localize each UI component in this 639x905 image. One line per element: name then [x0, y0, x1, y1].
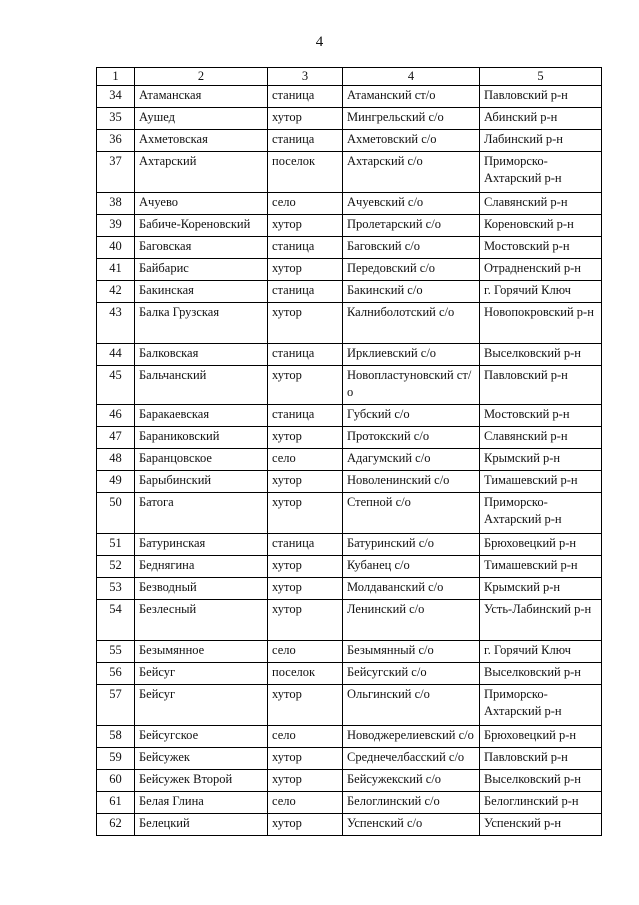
- council-cell: Ахметовский с/о: [343, 130, 480, 152]
- district-cell: Приморско-Ахтарский р-н: [480, 493, 602, 534]
- table-row: [97, 471, 602, 493]
- council-cell: Калниболотский с/о: [343, 303, 480, 344]
- district-cell: Новопокровский р-н: [480, 303, 602, 344]
- row-number-cell: 40: [97, 237, 135, 259]
- table-row: [97, 641, 602, 663]
- table-row: [97, 237, 602, 259]
- table-row: [97, 449, 602, 471]
- settlement-name-cell: Бейсуг: [135, 663, 268, 685]
- settlement-name-cell: Бальчанский: [135, 366, 268, 405]
- column-header: 2: [135, 68, 268, 86]
- settlement-name-cell: Бейсугское: [135, 726, 268, 748]
- row-number-cell: 61: [97, 792, 135, 814]
- settlement-name-cell: Атаманская: [135, 86, 268, 108]
- table-row: [97, 86, 602, 108]
- settlement-name-cell: Барыбинский: [135, 471, 268, 493]
- row-number-cell: 44: [97, 344, 135, 366]
- council-cell: Адагумский с/о: [343, 449, 480, 471]
- settlement-type-cell: хутор: [268, 366, 343, 405]
- settlement-type-cell: хутор: [268, 814, 343, 836]
- settlement-type-cell: станица: [268, 237, 343, 259]
- settlement-type-cell: станица: [268, 534, 343, 556]
- district-cell: Успенский р-н: [480, 814, 602, 836]
- council-cell: Кубанец с/о: [343, 556, 480, 578]
- council-cell: Ленинский с/о: [343, 600, 480, 641]
- column-header: 4: [343, 68, 480, 86]
- table-row: [97, 792, 602, 814]
- table-row: [97, 534, 602, 556]
- row-number-cell: 60: [97, 770, 135, 792]
- district-cell: Павловский р-н: [480, 748, 602, 770]
- row-number-cell: 35: [97, 108, 135, 130]
- settlement-type-cell: хутор: [268, 108, 343, 130]
- council-cell: Пролетарский с/о: [343, 215, 480, 237]
- settlement-type-cell: село: [268, 641, 343, 663]
- row-number-cell: 45: [97, 366, 135, 405]
- settlement-type-cell: село: [268, 726, 343, 748]
- settlement-type-cell: хутор: [268, 259, 343, 281]
- row-number-cell: 50: [97, 493, 135, 534]
- settlement-name-cell: Баговская: [135, 237, 268, 259]
- district-cell: Брюховецкий р-н: [480, 726, 602, 748]
- settlement-name-cell: Батуринская: [135, 534, 268, 556]
- column-header: 1: [97, 68, 135, 86]
- district-cell: Приморско-Ахтарский р-н: [480, 685, 602, 726]
- table-row: [97, 193, 602, 215]
- row-number-cell: 37: [97, 152, 135, 193]
- settlement-type-cell: хутор: [268, 303, 343, 344]
- council-cell: Белоглинский с/о: [343, 792, 480, 814]
- row-number-cell: 57: [97, 685, 135, 726]
- district-cell: Выселковский р-н: [480, 770, 602, 792]
- settlement-name-cell: Баракаевская: [135, 405, 268, 427]
- table-row: [97, 303, 602, 344]
- table-row: [97, 814, 602, 836]
- settlement-name-cell: Ахтарский: [135, 152, 268, 193]
- council-cell: Протокский с/о: [343, 427, 480, 449]
- row-number-cell: 49: [97, 471, 135, 493]
- council-cell: Среднечелбасский с/о: [343, 748, 480, 770]
- council-cell: Успенский с/о: [343, 814, 480, 836]
- settlement-name-cell: Бакинская: [135, 281, 268, 303]
- council-cell: Бакинский с/о: [343, 281, 480, 303]
- settlement-name-cell: Байбарис: [135, 259, 268, 281]
- district-cell: Павловский р-н: [480, 86, 602, 108]
- settlement-type-cell: хутор: [268, 685, 343, 726]
- council-cell: Бейсужекский с/о: [343, 770, 480, 792]
- settlement-type-cell: хутор: [268, 215, 343, 237]
- row-number-cell: 38: [97, 193, 135, 215]
- settlement-name-cell: Бейсужек: [135, 748, 268, 770]
- row-number-cell: 34: [97, 86, 135, 108]
- district-cell: Приморско-Ахтарский р-н: [480, 152, 602, 193]
- row-number-cell: 46: [97, 405, 135, 427]
- district-cell: Тимашевский р-н: [480, 556, 602, 578]
- settlement-type-cell: село: [268, 792, 343, 814]
- row-number-cell: 53: [97, 578, 135, 600]
- settlement-name-cell: Белая Глина: [135, 792, 268, 814]
- row-number-cell: 36: [97, 130, 135, 152]
- settlement-type-cell: станица: [268, 130, 343, 152]
- row-number-cell: 62: [97, 814, 135, 836]
- council-cell: Новоленинский с/о: [343, 471, 480, 493]
- district-cell: г. Горячий Ключ: [480, 281, 602, 303]
- district-cell: Крымский р-н: [480, 578, 602, 600]
- settlement-type-cell: хутор: [268, 493, 343, 534]
- district-cell: Усть-Лабинский р-н: [480, 600, 602, 641]
- council-cell: Губский с/о: [343, 405, 480, 427]
- settlement-type-cell: станица: [268, 405, 343, 427]
- district-cell: г. Горячий Ключ: [480, 641, 602, 663]
- district-cell: Мостовский р-н: [480, 405, 602, 427]
- district-cell: Выселковский р-н: [480, 663, 602, 685]
- settlement-name-cell: Бабиче-Кореновский: [135, 215, 268, 237]
- settlement-type-cell: хутор: [268, 748, 343, 770]
- table-row: [97, 770, 602, 792]
- settlement-type-cell: станица: [268, 281, 343, 303]
- council-cell: Степной с/о: [343, 493, 480, 534]
- row-number-cell: 52: [97, 556, 135, 578]
- row-number-cell: 59: [97, 748, 135, 770]
- council-cell: Батуринский с/о: [343, 534, 480, 556]
- row-number-cell: 48: [97, 449, 135, 471]
- row-number-cell: 58: [97, 726, 135, 748]
- settlement-name-cell: Балковская: [135, 344, 268, 366]
- settlement-type-cell: село: [268, 193, 343, 215]
- page-number: 4: [315, 34, 324, 50]
- council-cell: Ахтарский с/о: [343, 152, 480, 193]
- table-body: [97, 86, 602, 836]
- column-header: 5: [480, 68, 602, 86]
- settlement-type-cell: станица: [268, 86, 343, 108]
- settlement-name-cell: Безымянное: [135, 641, 268, 663]
- settlement-name-cell: Балка Грузская: [135, 303, 268, 344]
- table-row: [97, 152, 602, 193]
- district-cell: Славянский р-н: [480, 193, 602, 215]
- column-header: 3: [268, 68, 343, 86]
- settlement-name-cell: Батога: [135, 493, 268, 534]
- table-row: [97, 344, 602, 366]
- council-cell: Мингрельский с/о: [343, 108, 480, 130]
- council-cell: Атаманский ст/о: [343, 86, 480, 108]
- district-cell: Славянский р-н: [480, 427, 602, 449]
- table-row: [97, 663, 602, 685]
- settlement-type-cell: хутор: [268, 556, 343, 578]
- table-row: [97, 366, 602, 405]
- council-cell: Новопластуновский ст/о: [343, 366, 480, 405]
- table-row: [97, 130, 602, 152]
- settlement-type-cell: хутор: [268, 471, 343, 493]
- table-row: [97, 281, 602, 303]
- table-row: [97, 556, 602, 578]
- row-number-cell: 42: [97, 281, 135, 303]
- row-number-cell: 47: [97, 427, 135, 449]
- settlement-type-cell: хутор: [268, 770, 343, 792]
- settlement-name-cell: Безводный: [135, 578, 268, 600]
- row-number-cell: 56: [97, 663, 135, 685]
- district-cell: Мостовский р-н: [480, 237, 602, 259]
- council-cell: Передовский с/о: [343, 259, 480, 281]
- row-number-cell: 39: [97, 215, 135, 237]
- row-number-cell: 55: [97, 641, 135, 663]
- row-number-cell: 41: [97, 259, 135, 281]
- settlement-type-cell: поселок: [268, 152, 343, 193]
- council-cell: Бейсугский с/о: [343, 663, 480, 685]
- settlement-type-cell: хутор: [268, 600, 343, 641]
- settlement-name-cell: Белецкий: [135, 814, 268, 836]
- council-cell: Ольгинский с/о: [343, 685, 480, 726]
- settlement-name-cell: Ахметовская: [135, 130, 268, 152]
- table-row: [97, 578, 602, 600]
- table-row: [97, 600, 602, 641]
- settlement-name-cell: Бейсужек Второй: [135, 770, 268, 792]
- settlement-type-cell: село: [268, 449, 343, 471]
- settlement-name-cell: Ачуево: [135, 193, 268, 215]
- table-header-row: [97, 68, 602, 86]
- district-cell: Тимашевский р-н: [480, 471, 602, 493]
- council-cell: Ачуевский с/о: [343, 193, 480, 215]
- table-row: [97, 685, 602, 726]
- district-cell: Белоглинский р-н: [480, 792, 602, 814]
- settlements-table: [96, 67, 602, 836]
- table-row: [97, 259, 602, 281]
- table-row: [97, 108, 602, 130]
- district-cell: Лабинский р-н: [480, 130, 602, 152]
- settlement-type-cell: поселок: [268, 663, 343, 685]
- district-cell: Выселковский р-н: [480, 344, 602, 366]
- row-number-cell: 54: [97, 600, 135, 641]
- settlement-name-cell: Баранцовское: [135, 449, 268, 471]
- council-cell: Молдаванский с/о: [343, 578, 480, 600]
- council-cell: Безымянный с/о: [343, 641, 480, 663]
- settlement-type-cell: станица: [268, 344, 343, 366]
- row-number-cell: 51: [97, 534, 135, 556]
- table-row: [97, 215, 602, 237]
- district-cell: Брюховецкий р-н: [480, 534, 602, 556]
- settlement-name-cell: Аушед: [135, 108, 268, 130]
- council-cell: Новоджерелиевский с/о: [343, 726, 480, 748]
- table-row: [97, 405, 602, 427]
- settlement-name-cell: Бараниковский: [135, 427, 268, 449]
- district-cell: Кореновский р-н: [480, 215, 602, 237]
- row-number-cell: 43: [97, 303, 135, 344]
- settlement-name-cell: Безлесный: [135, 600, 268, 641]
- district-cell: Отрадненский р-н: [480, 259, 602, 281]
- district-cell: Абинский р-н: [480, 108, 602, 130]
- settlement-name-cell: Беднягина: [135, 556, 268, 578]
- settlement-type-cell: хутор: [268, 578, 343, 600]
- table-row: [97, 748, 602, 770]
- table-row: [97, 493, 602, 534]
- council-cell: Баговский с/о: [343, 237, 480, 259]
- table-row: [97, 427, 602, 449]
- table-row: [97, 726, 602, 748]
- council-cell: Ирклиевский с/о: [343, 344, 480, 366]
- district-cell: Крымский р-н: [480, 449, 602, 471]
- settlement-name-cell: Бейсуг: [135, 685, 268, 726]
- district-cell: Павловский р-н: [480, 366, 602, 405]
- settlement-type-cell: хутор: [268, 427, 343, 449]
